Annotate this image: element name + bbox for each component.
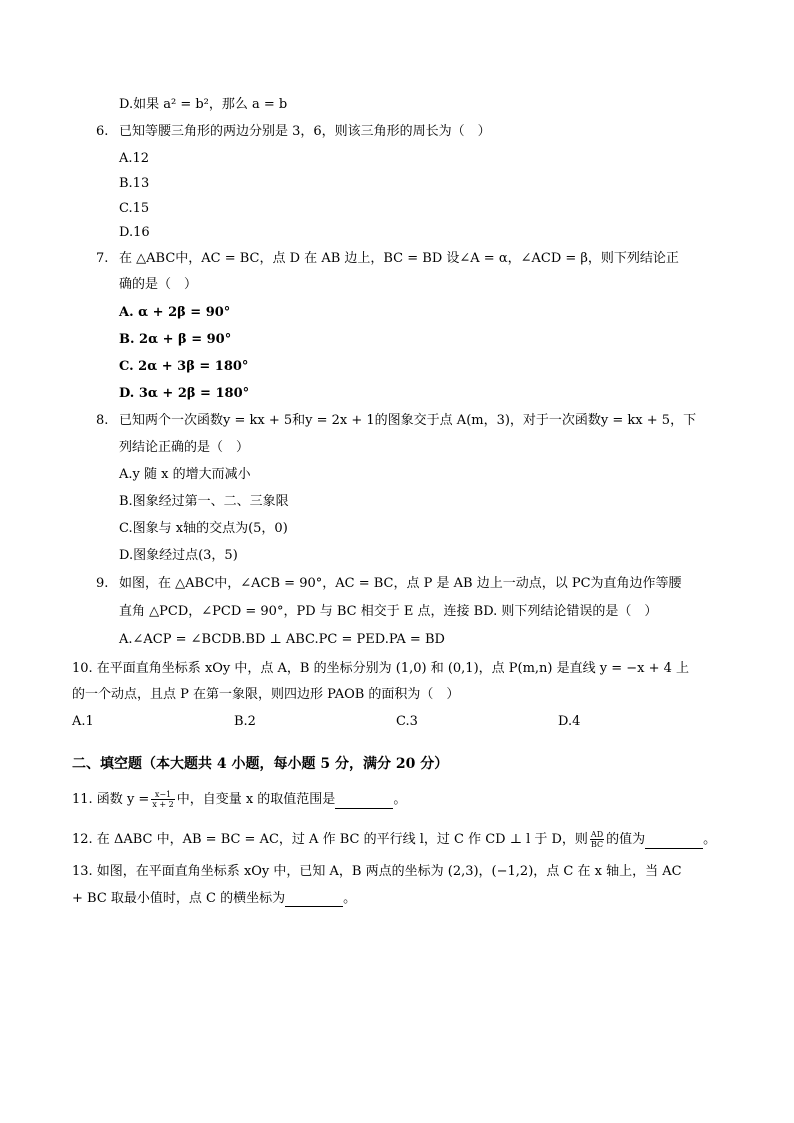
q9-options: A.∠ACP = ∠BCDB.BD ⊥ ABC.PC = PED.PA = BD xyxy=(119,632,445,647)
q7-stem-line2: 确的是（ ） xyxy=(119,277,198,292)
q13-line2 xyxy=(72,891,356,907)
q11-fraction-denominator: x + 2 xyxy=(152,800,174,809)
q12-line xyxy=(72,830,716,849)
q11-prefix: 11. 函数 y = xyxy=(72,792,150,807)
q11-fraction-numerator: x−1 xyxy=(151,790,174,800)
q7-option-a: A. α + 2β = 90° xyxy=(119,305,231,320)
q6-stem: 已知等腰三角形的两边分别是 3，6，则该三角形的周长为（ ） xyxy=(119,124,491,139)
q8-option-b: B.图象经过第一、二、三象限 xyxy=(119,494,289,509)
q10-option-c: C.3 xyxy=(396,714,418,729)
q9-number: 9. xyxy=(96,576,109,591)
q13-stem-line2: + BC 取最小值时，点 C 的横坐标为 xyxy=(72,891,286,906)
q12-prefix: 12. 在 ΔABC 中，AB = BC = AC，过 A 作 BC 的平行线 l，过 C 作 CD ⊥ l 于 D，则 xyxy=(72,832,588,847)
q12-fraction-numerator: AD xyxy=(590,830,604,839)
q11-fraction xyxy=(151,790,174,809)
q9-stem-line1: 如图，在 △ABC中，∠ACB = 90°，AC = BC，点 P 是 AB 边上一动点，以 PC为直角边作等腰 xyxy=(119,576,682,591)
q7-stem-line1: 在 △ABC中，AC = BC，点 D 在 AB 边上，BC = BD 设∠A = α，∠ACD = β，则下列结论正 xyxy=(119,251,679,266)
q10-stem-line1: 10. 在平面直角坐标系 xOy 中，点 A，B 的坐标分别为 (1,0) 和 (0,1)，点 P(m,n) 是直线 y = −x + 4 上 xyxy=(72,661,690,676)
q5-option-d: D.如果 a² = b²，那么 a = b xyxy=(119,97,288,112)
q13-stem-line1: 13. 如图，在平面直角坐标系 xOy 中，已知 A，B 两点的坐标为 (2,3)，(−1,2)，点 C 在 x 轴上，当 AC xyxy=(72,864,682,879)
q11-text: 中，自变量 x 的取值范围是 xyxy=(176,792,336,807)
q6-option-a: A.12 xyxy=(119,151,150,166)
q8-option-d: D.图象经过点(3，5) xyxy=(119,548,238,563)
q12-text: 的值为 xyxy=(606,832,646,847)
q12-fraction xyxy=(590,830,604,849)
q13-answer-blank[interactable] xyxy=(285,894,343,907)
q10-option-b: B.2 xyxy=(234,714,256,729)
q6-option-d: D.16 xyxy=(119,225,150,240)
q12-end: 。 xyxy=(703,832,717,847)
q8-stem-line2: 列结论正确的是（ ） xyxy=(119,440,250,455)
q8-stem-line1: 已知两个一次函数y = kx + 5和y = 2x + 1的图象交于点 A(m，3)，对于一次函数y = kx + 5，下 xyxy=(119,413,697,428)
section-heading-fill-in: 二、填空题（本大题共 4 小题，每小题 5 分，满分 20 分） xyxy=(72,756,449,772)
q6-option-c: C.15 xyxy=(119,201,150,216)
q6-option-b: B.13 xyxy=(119,176,150,191)
q7-option-c: C. 2α + 3β = 180° xyxy=(119,359,249,374)
q8-number: 8. xyxy=(96,413,109,428)
q7-option-d: D. 3α + 2β = 180° xyxy=(119,386,250,401)
q12-answer-blank[interactable] xyxy=(645,836,703,849)
q6-number: 6. xyxy=(96,124,109,139)
q10-option-a: A.1 xyxy=(72,714,94,729)
q8-option-c: C.图象与 x轴的交点为(5，0) xyxy=(119,521,288,536)
q13-end: 。 xyxy=(343,891,357,906)
q7-option-b: B. 2α + β = 90° xyxy=(119,332,232,347)
q7-number: 7. xyxy=(96,251,109,266)
q11-line xyxy=(72,790,406,809)
q9-stem-line2: 直角 △PCD，∠PCD = 90°，PD 与 BC 相交于 E 点，连接 BD. 则下列结论错误的是（ ） xyxy=(119,604,658,619)
q11-end: 。 xyxy=(393,792,407,807)
q8-option-a: A.y 随 x 的增大而减小 xyxy=(119,467,251,482)
q12-fraction-denominator: BC xyxy=(590,840,604,849)
q10-stem-line2: 的一个动点，且点 P 在第一象限，则四边形 PAOB 的面积为（ ） xyxy=(72,687,460,702)
q11-answer-blank[interactable] xyxy=(335,796,393,809)
q10-option-d: D.4 xyxy=(558,714,581,729)
